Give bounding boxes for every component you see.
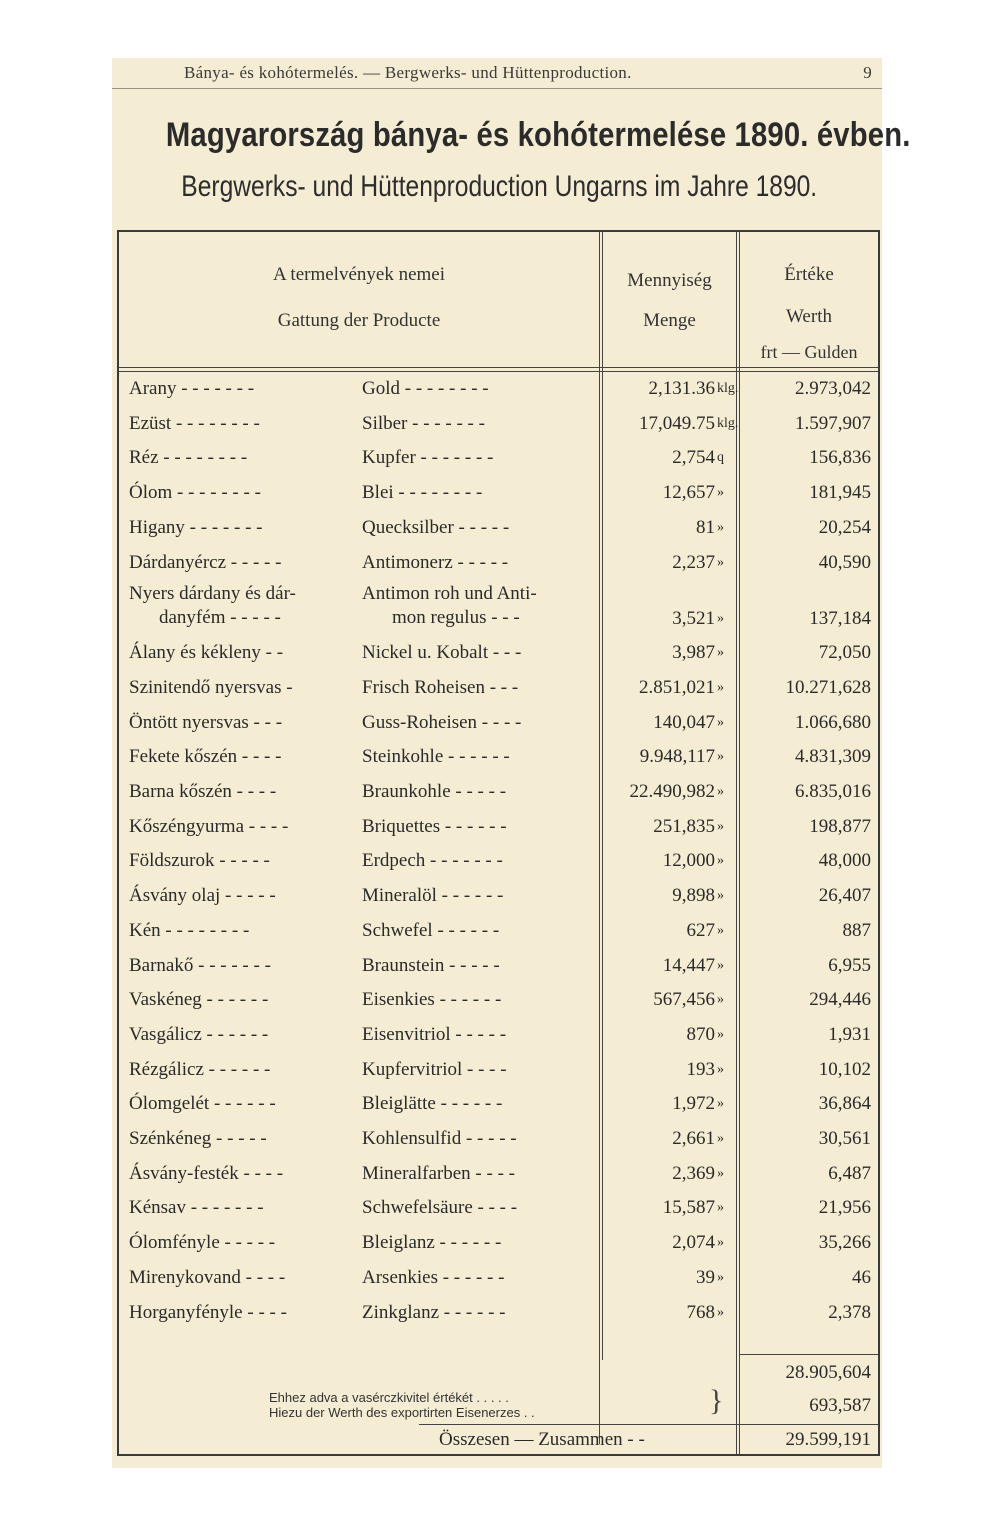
value-cell: 30,561: [818, 1128, 871, 1149]
quantity-cell: 39: [696, 1266, 715, 1288]
product-name-hungarian: Réz - - - - - - - -: [129, 447, 248, 469]
product-name-hungarian: Higany - - - - - - -: [129, 516, 263, 538]
product-name-german: Schwefel - - - - - -: [362, 919, 500, 941]
quantity-cell: 140,047: [653, 711, 715, 733]
export-value: 693,587: [809, 1395, 871, 1416]
table-row: [119, 740, 878, 775]
table-row: [119, 914, 878, 949]
product-name-german: Steinkohle - - - - - -: [362, 746, 510, 768]
table-row: [119, 671, 878, 706]
value-cell: 294,446: [809, 989, 871, 1011]
product-name-german: Bleiglanz - - - - - -: [362, 1232, 502, 1254]
value-cell: 887: [842, 919, 871, 941]
product-name-german: Schwefelsäure - - - -: [362, 1197, 518, 1219]
column-header-value-de: Werth: [786, 306, 832, 327]
product-name-german: Kupfervitriol - - - -: [362, 1058, 507, 1080]
value-cell: 48,000: [818, 850, 871, 872]
value-cell: 21,956: [818, 1197, 871, 1219]
column-header-quantity-de: Menge: [643, 310, 696, 331]
unit-cell: »: [717, 888, 724, 904]
product-name-hungarian: Ezüst - - - - - - - -: [129, 412, 260, 434]
export-note-hungarian: Ehhez adva a vasérczkivitel értékét . . . . .: [269, 1390, 509, 1405]
table-row: [119, 879, 878, 914]
product-name-hungarian: Ásvány olaj - - - - -: [129, 885, 276, 907]
quantity-cell: 2,074: [672, 1232, 715, 1254]
quantity-cell: 9,898: [672, 885, 715, 907]
product-name-hungarian: Kénsav - - - - - - -: [129, 1197, 264, 1219]
unit-cell: »: [717, 611, 724, 627]
product-name-hungarian: Vaskéneg - - - - - -: [129, 989, 269, 1011]
unit-cell: »: [717, 1061, 724, 1077]
table-row: [119, 1018, 878, 1053]
value-cell: 35,266: [818, 1232, 871, 1254]
quantity-cell: 251,835: [653, 815, 715, 837]
product-name-german: Erdpech - - - - - - -: [362, 850, 503, 872]
value-cell: 26,407: [818, 885, 871, 907]
product-name-hungarian: Fekete kőszén - - - -: [129, 746, 282, 768]
product-name-german: Gold - - - - - - - -: [362, 378, 489, 399]
subtotal-value: 28.905,604: [785, 1362, 871, 1383]
table-row: [119, 1261, 878, 1296]
unit-cell: »: [717, 1269, 724, 1285]
quantity-cell: 3,987: [672, 642, 715, 664]
column-header-product-de: Gattung der Producte: [277, 310, 441, 331]
value-cell: 10,102: [818, 1058, 871, 1080]
brace-symbol: }: [709, 1384, 724, 1417]
header-rule-bottom: [119, 367, 878, 368]
product-name-hungarian: Ólom - - - - - - - -: [129, 482, 261, 504]
value-cell: 198,877: [809, 815, 871, 837]
quantity-cell: 768: [686, 1301, 715, 1323]
unit-cell: »: [717, 554, 724, 570]
product-name-hungarian: Szinitendő nyersvas -: [129, 676, 293, 698]
value-cell: 10.271,628: [785, 676, 871, 698]
product-name-german-cont: mon regulus - - -: [392, 607, 520, 629]
product-name-german: Frisch Roheisen - - -: [362, 676, 519, 698]
product-name-hungarian: Barnakő - - - - - - -: [129, 954, 271, 976]
unit-cell: »: [717, 957, 724, 973]
quantity-cell: 17,049.75: [639, 412, 715, 434]
unit-cell: »: [717, 1165, 724, 1181]
subtotal-rule: [739, 1354, 878, 1355]
product-name-hungarian: Nyers dárdany és dár-: [129, 583, 296, 605]
product-name-hungarian: Kőszéngyurma - - - -: [129, 815, 289, 837]
product-name-german: Braunkohle - - - - -: [362, 781, 507, 802]
product-name-hungarian: Ólomfényle - - - - -: [129, 1232, 276, 1254]
value-cell: 137,184: [809, 608, 871, 630]
product-name-german: Silber - - - - - - -: [362, 412, 485, 434]
product-name-hungarian: Arany - - - - - - -: [129, 378, 255, 399]
table-row: [119, 1226, 878, 1261]
product-name-german: Antimonerz - - - - -: [362, 551, 509, 573]
column-header-product-hu: A termelvények nemei: [273, 264, 445, 285]
unit-cell: »: [717, 519, 724, 535]
total-label: Összesen — Zusammen - -: [439, 1429, 645, 1450]
table-row: [119, 1157, 878, 1192]
product-name-hungarian: Öntött nyersvas - - -: [129, 711, 283, 733]
product-name-german: Briquettes - - - - - -: [362, 815, 507, 837]
unit-cell: q: [717, 450, 724, 466]
product-name-german: Guss-Roheisen - - - -: [362, 711, 522, 733]
value-cell: 1,931: [828, 1023, 871, 1045]
quantity-cell: 12,000: [662, 850, 715, 872]
value-cell: 6.835,016: [795, 781, 871, 802]
product-name-german: Quecksilber - - - - -: [362, 516, 510, 538]
table-row: [119, 775, 878, 810]
quantity-cell: 2,369: [672, 1162, 715, 1184]
table-row: [119, 1296, 878, 1331]
quantity-cell: 193: [686, 1058, 715, 1080]
value-cell: 20,254: [818, 516, 871, 538]
unit-cell: »: [717, 645, 724, 661]
unit-cell: klg.: [717, 415, 739, 431]
table-row: [119, 1087, 878, 1122]
unit-cell: »: [717, 1235, 724, 1251]
value-cell: 1.066,680: [795, 711, 871, 733]
table-row: [119, 441, 878, 476]
product-name-german: Zinkglanz - - - - - -: [362, 1301, 506, 1323]
unit-cell: »: [717, 818, 724, 834]
column-header-value-unit: frt — Gulden: [760, 342, 858, 362]
product-name-hungarian: Ásvány-festék - - - -: [129, 1162, 284, 1184]
export-note-german: Hiezu der Werth des exportirten Eisenerzes . .: [269, 1405, 535, 1420]
product-name-hungarian: Kén - - - - - - - -: [129, 919, 250, 941]
product-name-german: Blei - - - - - - - -: [362, 482, 483, 504]
table-row: [119, 580, 878, 636]
quantity-cell: 81: [696, 516, 715, 538]
production-table: [117, 230, 880, 1456]
product-name-german: Bleiglätte - - - - - -: [362, 1093, 503, 1115]
table-row: [119, 372, 878, 407]
column-header-quantity-hu: Mennyiség: [627, 270, 712, 291]
quantity-cell: 3,521: [672, 608, 715, 630]
table-row: [119, 706, 878, 741]
value-cell: 46: [852, 1266, 871, 1288]
unit-cell: »: [717, 714, 724, 730]
product-name-german: Mineralöl - - - - - -: [362, 885, 504, 907]
product-name-german: Kupfer - - - - - - -: [362, 447, 494, 469]
table-row: [119, 511, 878, 546]
total-rule: [419, 1424, 878, 1425]
value-cell: 6,487: [828, 1162, 871, 1184]
total-value: 29.599,191: [785, 1429, 871, 1450]
table-row: [119, 407, 878, 442]
value-cell: 36,864: [818, 1093, 871, 1115]
unit-cell: klg.: [717, 381, 739, 396]
unit-cell: »: [717, 749, 724, 765]
unit-cell: »: [717, 1200, 724, 1216]
product-name-hungarian: Szénkéneg - - - - -: [129, 1128, 267, 1149]
unit-cell: »: [717, 784, 724, 799]
quantity-cell: 870: [686, 1023, 715, 1045]
unit-cell: »: [717, 679, 724, 695]
table-row: [119, 1053, 878, 1088]
table-row: [119, 949, 878, 984]
title-german: Bergwerks- und Hüttenproduction Ungarns im Jahre 1890.: [181, 170, 818, 203]
value-cell: 40,590: [818, 551, 871, 573]
quantity-cell: 2,754: [672, 447, 715, 469]
value-cell: 2,378: [828, 1301, 871, 1323]
quantity-cell: 2.851,021: [639, 676, 715, 698]
column-header-value-hu: Értéke: [784, 264, 834, 285]
title-hungarian: Magyarország bánya- és kohótermelése 1890. évben.: [165, 116, 911, 154]
table-row: [119, 844, 878, 879]
product-name-hungarian: Dárdanyércz - - - - -: [129, 551, 282, 573]
table-row: [119, 1122, 878, 1157]
product-name-hungarian: Ólomgelét - - - - - -: [129, 1093, 276, 1115]
product-name-hungarian: Földszurok - - - - -: [129, 850, 270, 872]
running-head: [112, 60, 882, 88]
product-name-hungarian: Horganyfényle - - - -: [129, 1301, 287, 1323]
product-name-hungarian: Rézgálicz - - - - - -: [129, 1058, 271, 1080]
table-row: [119, 810, 878, 845]
product-name-german: Antimon roh und Anti-: [362, 583, 537, 605]
quantity-cell: 15,587: [662, 1197, 715, 1219]
table-row: [119, 546, 878, 581]
quantity-cell: 12,657: [662, 482, 715, 504]
quantity-cell: 627: [686, 919, 715, 941]
product-name-german: Nickel u. Kobalt - - -: [362, 642, 522, 664]
value-cell: 156,836: [809, 447, 871, 469]
table-row: [119, 1191, 878, 1226]
unit-cell: »: [717, 1304, 724, 1320]
header-rule: [112, 88, 882, 89]
quantity-cell: 14,447: [662, 954, 715, 976]
value-cell: 4.831,309: [795, 746, 871, 768]
running-head-text: Bánya- és kohótermelés. — Bergwerks- und Hüttenproduction.: [184, 63, 632, 82]
product-name-german: Kohlensulfid - - - - -: [362, 1128, 517, 1149]
value-cell: 2.973,042: [795, 378, 871, 399]
product-name-hungarian-cont: danyfém - - - - -: [159, 607, 281, 629]
quantity-cell: 2,131.36: [648, 378, 715, 399]
quantity-cell: 1,972: [672, 1093, 715, 1115]
value-cell: 72,050: [818, 642, 871, 664]
table-row: [119, 636, 878, 671]
unit-cell: »: [717, 1131, 724, 1146]
product-name-hungarian: Vasgálicz - - - - - -: [129, 1023, 269, 1045]
table-row: [119, 476, 878, 511]
table-row: [119, 983, 878, 1018]
unit-cell: »: [717, 1026, 724, 1042]
unit-cell: »: [717, 1096, 724, 1112]
unit-cell: »: [717, 992, 724, 1008]
product-name-german: Eisenvitriol - - - - -: [362, 1023, 507, 1045]
unit-cell: »: [717, 485, 724, 501]
page-number: 9: [863, 63, 872, 82]
product-name-german: Arsenkies - - - - - -: [362, 1266, 505, 1288]
quantity-cell: 2,661: [672, 1128, 715, 1149]
book-page: [112, 58, 911, 1468]
value-cell: 1.597,907: [795, 412, 871, 434]
product-name-german: Braunstein - - - - -: [362, 954, 500, 976]
product-name-german: Eisenkies - - - - - -: [362, 989, 502, 1011]
value-cell: 6,955: [828, 954, 871, 976]
quantity-cell: 9.948,117: [639, 746, 715, 768]
unit-cell: »: [717, 853, 724, 869]
quantity-cell: 22.490,982: [629, 781, 715, 802]
product-name-hungarian: Mirenykovand - - - -: [129, 1266, 286, 1288]
unit-cell: »: [717, 922, 724, 938]
product-name-hungarian: Barna kőszén - - - -: [129, 781, 277, 802]
quantity-cell: 2,237: [672, 551, 715, 573]
value-cell: 181,945: [809, 482, 871, 504]
product-name-german: Mineralfarben - - - -: [362, 1162, 515, 1184]
quantity-cell: 567,456: [653, 989, 715, 1011]
product-name-hungarian: Álany és kékleny - -: [129, 642, 284, 664]
